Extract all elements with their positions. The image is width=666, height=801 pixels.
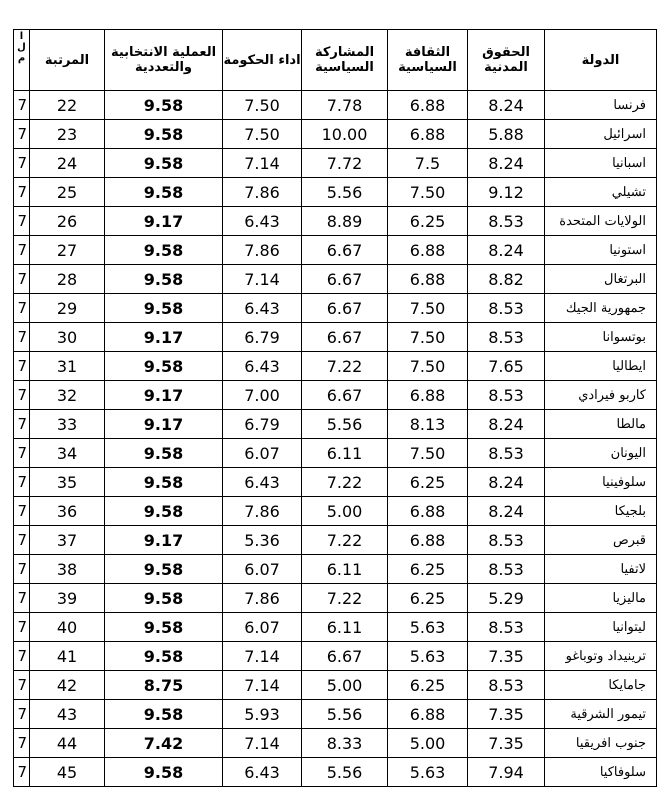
cell-political-participation: 5.56	[302, 758, 388, 787]
header-political-culture: الثقافة السياسية	[388, 30, 468, 91]
cell-political-culture: 5.63	[388, 642, 468, 671]
cell-political-participation: 6.67	[302, 381, 388, 410]
table-row	[14, 178, 657, 207]
cell-extra: 7	[14, 555, 30, 584]
cell-political-culture: 6.25	[388, 468, 468, 497]
cell-political-culture: 7.50	[388, 352, 468, 381]
cell-civil-rights: 5.88	[468, 120, 545, 149]
cell-government-performance: 5.36	[223, 526, 302, 555]
cell-civil-rights: 8.53	[468, 323, 545, 352]
table-row	[14, 439, 657, 468]
table-row	[14, 120, 657, 149]
cell-extra: 7	[14, 671, 30, 700]
table-row	[14, 236, 657, 265]
cell-rank: 29	[30, 294, 105, 323]
cell-electoral-process: 9.17	[105, 207, 223, 236]
cell-country: بوتسوانا	[545, 323, 657, 352]
cell-government-performance: 6.07	[223, 439, 302, 468]
cell-rank: 45	[30, 758, 105, 787]
cell-electoral-process: 9.17	[105, 526, 223, 555]
cell-political-culture: 8.13	[388, 410, 468, 439]
cell-political-participation: 6.11	[302, 439, 388, 468]
cell-country: قبرص	[545, 526, 657, 555]
cell-government-performance: 6.79	[223, 323, 302, 352]
table-row	[14, 526, 657, 555]
cell-country: سلوفاكيا	[545, 758, 657, 787]
cell-electoral-process: 7.42	[105, 729, 223, 758]
cell-electoral-process: 9.58	[105, 613, 223, 642]
cell-political-culture: 5.63	[388, 613, 468, 642]
cell-political-culture: 6.88	[388, 91, 468, 120]
cell-political-culture: 5.00	[388, 729, 468, 758]
cell-political-participation: 5.56	[302, 700, 388, 729]
cell-government-performance: 7.00	[223, 381, 302, 410]
header-electoral-process: العملية الانتخابية والتعددية	[105, 30, 223, 91]
cell-electoral-process: 9.58	[105, 120, 223, 149]
cell-civil-rights: 8.53	[468, 381, 545, 410]
cell-civil-rights: 8.24	[468, 410, 545, 439]
table-row	[14, 642, 657, 671]
cell-rank: 33	[30, 410, 105, 439]
cell-political-participation: 7.22	[302, 526, 388, 555]
cell-electoral-process: 9.58	[105, 352, 223, 381]
table-row	[14, 410, 657, 439]
cell-country: اسرائيل	[545, 120, 657, 149]
table-row	[14, 149, 657, 178]
cell-extra: 7	[14, 410, 30, 439]
cell-extra: 7	[14, 700, 30, 729]
cell-rank: 41	[30, 642, 105, 671]
cell-rank: 37	[30, 526, 105, 555]
cell-electoral-process: 9.58	[105, 758, 223, 787]
cell-extra: 7	[14, 526, 30, 555]
cell-extra: 7	[14, 265, 30, 294]
cell-civil-rights: 5.29	[468, 584, 545, 613]
table-row	[14, 700, 657, 729]
cell-political-participation: 6.67	[302, 265, 388, 294]
cell-political-participation: 7.72	[302, 149, 388, 178]
cell-civil-rights: 7.35	[468, 729, 545, 758]
cell-extra: 7	[14, 584, 30, 613]
cell-extra: 7	[14, 381, 30, 410]
cell-political-culture: 7.50	[388, 439, 468, 468]
cell-political-participation: 8.33	[302, 729, 388, 758]
cell-rank: 30	[30, 323, 105, 352]
cell-government-performance: 6.43	[223, 294, 302, 323]
cell-political-culture: 6.88	[388, 265, 468, 294]
cell-civil-rights: 8.53	[468, 207, 545, 236]
cell-political-culture: 6.25	[388, 555, 468, 584]
cell-country: تشيلي	[545, 178, 657, 207]
cell-government-performance: 7.14	[223, 642, 302, 671]
cell-country: سلوفينيا	[545, 468, 657, 497]
cell-country: ليتوانيا	[545, 613, 657, 642]
cell-rank: 36	[30, 497, 105, 526]
cell-extra: 7	[14, 729, 30, 758]
cell-rank: 27	[30, 236, 105, 265]
cell-rank: 22	[30, 91, 105, 120]
cell-civil-rights: 8.82	[468, 265, 545, 294]
cell-civil-rights: 8.24	[468, 497, 545, 526]
cell-extra: 7	[14, 207, 30, 236]
cell-electoral-process: 9.58	[105, 236, 223, 265]
cell-political-participation: 7.22	[302, 584, 388, 613]
cell-country: البرتغال	[545, 265, 657, 294]
cell-extra: 7	[14, 758, 30, 787]
cell-political-participation: 6.67	[302, 642, 388, 671]
cell-extra: 7	[14, 439, 30, 468]
cell-electoral-process: 9.17	[105, 410, 223, 439]
cell-political-culture: 5.63	[388, 758, 468, 787]
cell-political-culture: 7.5	[388, 149, 468, 178]
cell-political-culture: 6.88	[388, 120, 468, 149]
cell-political-participation: 7.22	[302, 352, 388, 381]
cell-government-performance: 6.79	[223, 410, 302, 439]
table-body	[14, 91, 657, 787]
cell-government-performance: 7.14	[223, 671, 302, 700]
cell-civil-rights: 8.53	[468, 439, 545, 468]
cell-country: جامايكا	[545, 671, 657, 700]
cell-rank: 34	[30, 439, 105, 468]
cell-electoral-process: 8.75	[105, 671, 223, 700]
cell-country: الولايات المتحدة	[545, 207, 657, 236]
cell-political-participation: 6.67	[302, 323, 388, 352]
cell-political-culture: 7.50	[388, 178, 468, 207]
cell-extra: 7	[14, 642, 30, 671]
cell-country: ماليزيا	[545, 584, 657, 613]
cell-country: ترينيداد وتوباغو	[545, 642, 657, 671]
cell-political-culture: 7.50	[388, 323, 468, 352]
cell-country: فرنسا	[545, 91, 657, 120]
cell-rank: 25	[30, 178, 105, 207]
cell-civil-rights: 8.53	[468, 526, 545, 555]
cell-political-culture: 6.88	[388, 526, 468, 555]
cell-political-participation: 5.00	[302, 671, 388, 700]
cell-government-performance: 7.50	[223, 91, 302, 120]
cell-political-culture: 6.25	[388, 584, 468, 613]
cell-civil-rights: 8.24	[468, 149, 545, 178]
cell-government-performance: 7.14	[223, 729, 302, 758]
cell-political-culture: 6.25	[388, 671, 468, 700]
cell-political-participation: 6.67	[302, 236, 388, 265]
table-row	[14, 323, 657, 352]
cell-electoral-process: 9.58	[105, 265, 223, 294]
cell-political-culture: 7.50	[388, 294, 468, 323]
cell-rank: 31	[30, 352, 105, 381]
cell-extra: 7	[14, 613, 30, 642]
cell-political-participation: 5.00	[302, 497, 388, 526]
cell-civil-rights: 7.35	[468, 700, 545, 729]
cell-electoral-process: 9.58	[105, 149, 223, 178]
table-row	[14, 294, 657, 323]
cell-government-performance: 6.43	[223, 758, 302, 787]
cell-government-performance: 7.86	[223, 584, 302, 613]
cell-electoral-process: 9.58	[105, 439, 223, 468]
table-row	[14, 468, 657, 497]
cell-civil-rights: 8.53	[468, 613, 545, 642]
cell-extra: 7	[14, 178, 30, 207]
cell-rank: 39	[30, 584, 105, 613]
cell-electoral-process: 9.58	[105, 497, 223, 526]
table-row	[14, 381, 657, 410]
cell-rank: 35	[30, 468, 105, 497]
header-rank: المرتبة	[30, 30, 105, 91]
cell-civil-rights: 8.53	[468, 555, 545, 584]
cell-civil-rights: 7.94	[468, 758, 545, 787]
cell-rank: 32	[30, 381, 105, 410]
cell-government-performance: 5.93	[223, 700, 302, 729]
table-row	[14, 613, 657, 642]
cell-extra: 7	[14, 352, 30, 381]
cell-civil-rights: 8.53	[468, 294, 545, 323]
cell-electoral-process: 9.58	[105, 555, 223, 584]
cell-government-performance: 7.14	[223, 265, 302, 294]
cell-electoral-process: 9.58	[105, 642, 223, 671]
table-row	[14, 207, 657, 236]
cell-country: مالطا	[545, 410, 657, 439]
cell-government-performance: 7.86	[223, 497, 302, 526]
cell-civil-rights: 8.24	[468, 91, 545, 120]
header-row	[14, 30, 657, 91]
cell-civil-rights: 8.24	[468, 236, 545, 265]
cell-rank: 38	[30, 555, 105, 584]
cell-electoral-process: 9.17	[105, 381, 223, 410]
cell-extra: 7	[14, 323, 30, 352]
cell-government-performance: 6.43	[223, 207, 302, 236]
cell-civil-rights: 9.12	[468, 178, 545, 207]
cell-government-performance: 6.43	[223, 468, 302, 497]
cell-political-culture: 6.88	[388, 497, 468, 526]
cell-electoral-process: 9.17	[105, 323, 223, 352]
table-row	[14, 497, 657, 526]
cell-government-performance: 7.86	[223, 236, 302, 265]
table-row	[14, 265, 657, 294]
cell-country: استونيا	[545, 236, 657, 265]
cell-political-participation: 6.67	[302, 294, 388, 323]
cell-country: جنوب افريقيا	[545, 729, 657, 758]
header-government-performance: اداء الحكومة	[223, 30, 302, 91]
header-civil-rights: الحقوق المدنية	[468, 30, 545, 91]
cell-political-culture: 6.25	[388, 207, 468, 236]
table-row	[14, 91, 657, 120]
table-row	[14, 729, 657, 758]
cell-country: كاربو فيرادي	[545, 381, 657, 410]
cell-government-performance: 7.14	[223, 149, 302, 178]
cell-extra: 7	[14, 149, 30, 178]
cell-electoral-process: 9.58	[105, 294, 223, 323]
cell-rank: 23	[30, 120, 105, 149]
cell-civil-rights: 7.65	[468, 352, 545, 381]
cell-civil-rights: 8.53	[468, 671, 545, 700]
democracy-index-table-wrapper	[13, 29, 656, 787]
cell-electoral-process: 9.58	[105, 468, 223, 497]
cell-political-participation: 10.00	[302, 120, 388, 149]
cell-extra: 7	[14, 497, 30, 526]
cell-rank: 28	[30, 265, 105, 294]
cell-country: جمهورية الجيك	[545, 294, 657, 323]
table-row	[14, 671, 657, 700]
cell-electoral-process: 9.58	[105, 178, 223, 207]
cell-political-participation: 6.11	[302, 555, 388, 584]
cell-government-performance: 7.50	[223, 120, 302, 149]
cell-extra: 7	[14, 236, 30, 265]
cell-political-culture: 6.88	[388, 700, 468, 729]
cell-extra: 7	[14, 294, 30, 323]
democracy-index-table	[13, 29, 657, 787]
cell-rank: 24	[30, 149, 105, 178]
cell-government-performance: 6.43	[223, 352, 302, 381]
table-row	[14, 758, 657, 787]
cell-electoral-process: 9.58	[105, 91, 223, 120]
cell-extra: 7	[14, 91, 30, 120]
cell-civil-rights: 7.35	[468, 642, 545, 671]
cell-civil-rights: 8.24	[468, 468, 545, 497]
cell-rank: 44	[30, 729, 105, 758]
table-row	[14, 584, 657, 613]
cell-rank: 42	[30, 671, 105, 700]
header-political-participation: المشاركة السياسية	[302, 30, 388, 91]
cell-political-participation: 8.89	[302, 207, 388, 236]
cell-government-performance: 7.86	[223, 178, 302, 207]
cell-political-culture: 6.88	[388, 236, 468, 265]
cell-rank: 40	[30, 613, 105, 642]
header-extra: ا ل م	[14, 30, 30, 91]
cell-country: تيمور الشرقية	[545, 700, 657, 729]
cell-extra: 7	[14, 468, 30, 497]
header-country: الدولة	[545, 30, 657, 91]
cell-country: اسبانيا	[545, 149, 657, 178]
cell-political-culture: 6.88	[388, 381, 468, 410]
table-row	[14, 352, 657, 381]
cell-country: بلجيكا	[545, 497, 657, 526]
cell-extra: 7	[14, 120, 30, 149]
cell-political-participation: 5.56	[302, 410, 388, 439]
cell-country: لاتفيا	[545, 555, 657, 584]
cell-rank: 26	[30, 207, 105, 236]
cell-political-participation: 7.22	[302, 468, 388, 497]
cell-political-participation: 6.11	[302, 613, 388, 642]
cell-political-participation: 5.56	[302, 178, 388, 207]
table-row	[14, 555, 657, 584]
cell-government-performance: 6.07	[223, 613, 302, 642]
cell-country: ايطاليا	[545, 352, 657, 381]
cell-political-participation: 7.78	[302, 91, 388, 120]
cell-electoral-process: 9.58	[105, 584, 223, 613]
cell-electoral-process: 9.58	[105, 700, 223, 729]
cell-country: اليونان	[545, 439, 657, 468]
cell-rank: 43	[30, 700, 105, 729]
cell-government-performance: 6.07	[223, 555, 302, 584]
